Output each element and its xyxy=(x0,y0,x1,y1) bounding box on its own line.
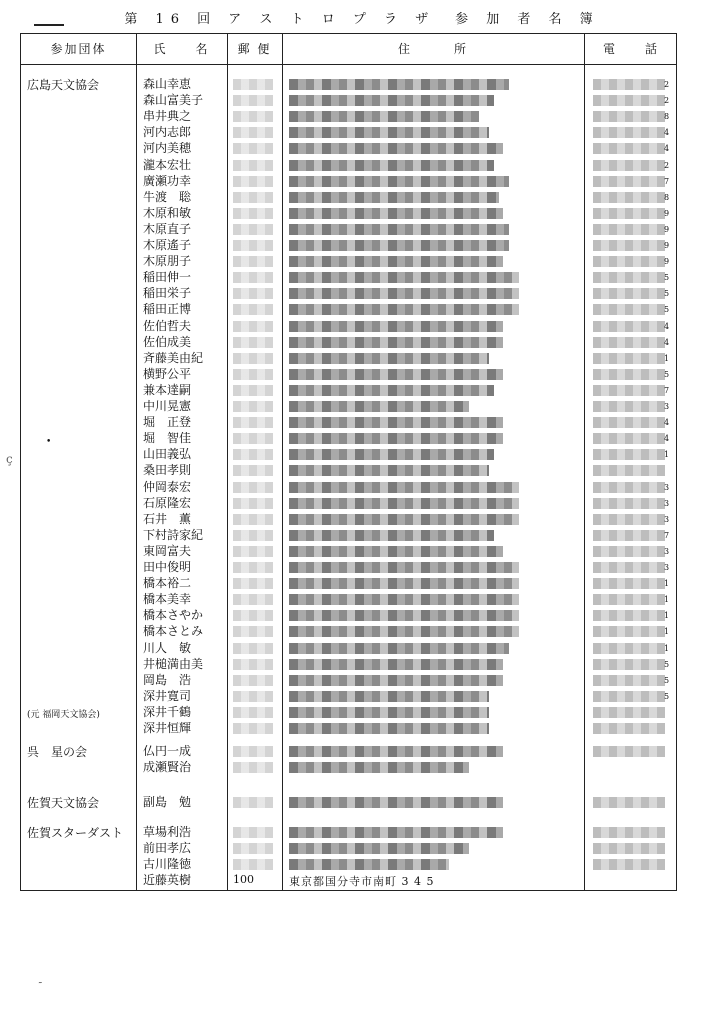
member-name: 石井 薫 xyxy=(143,512,192,526)
redacted-address xyxy=(289,578,519,589)
member-name: 木原和敏 xyxy=(143,206,192,220)
table-header xyxy=(21,34,676,65)
column-divider xyxy=(282,34,283,890)
redacted-postal xyxy=(233,288,273,299)
header-name: 氏 名 xyxy=(153,42,210,56)
redacted-phone xyxy=(593,160,665,171)
redacted-phone xyxy=(593,859,665,870)
member-name: 佐伯哲夫 xyxy=(143,319,192,333)
redacted-phone xyxy=(593,746,665,757)
redacted-address xyxy=(289,843,469,854)
redacted-phone xyxy=(593,562,665,573)
redacted-phone xyxy=(593,643,665,654)
redacted-postal xyxy=(233,578,273,589)
redacted-phone xyxy=(593,321,665,332)
member-name: 井槌満由美 xyxy=(143,657,204,671)
phone-digit: 1 xyxy=(664,644,670,653)
phone-digit: 3 xyxy=(664,402,670,411)
redacted-address xyxy=(289,95,494,106)
member-name: 橋本さやか xyxy=(143,608,204,622)
redacted-address xyxy=(289,176,509,187)
phone-digit: 4 xyxy=(664,144,670,153)
phone-digit: 8 xyxy=(664,193,670,202)
redacted-postal xyxy=(233,465,273,476)
redacted-postal xyxy=(233,610,273,621)
redacted-address xyxy=(289,827,503,838)
redacted-address xyxy=(289,240,509,251)
redacted-phone xyxy=(593,626,665,637)
phone-digit: 5 xyxy=(664,273,670,282)
group-note: (元 福岡天文協会) xyxy=(27,710,100,720)
redacted-postal xyxy=(233,143,273,154)
redacted-address xyxy=(289,385,494,396)
redacted-address xyxy=(289,417,503,428)
phone-digit: 9 xyxy=(664,209,670,218)
redacted-phone xyxy=(593,272,665,283)
member-name: 瀧本宏壮 xyxy=(143,158,192,172)
member-name: 副島 勉 xyxy=(143,795,192,809)
redacted-phone xyxy=(593,482,665,493)
member-name: 下村詩家紀 xyxy=(143,528,204,542)
redacted-postal xyxy=(233,746,273,757)
phone-digit: 2 xyxy=(664,96,670,105)
redacted-phone xyxy=(593,449,665,460)
redacted-phone xyxy=(593,192,665,203)
column-divider xyxy=(584,34,585,890)
redacted-postal xyxy=(233,385,273,396)
page-title: 第 16 回 ア ス ト ロ プ ラ ザ 参 加 者 名 簿 xyxy=(124,12,600,27)
phone-digit: 5 xyxy=(664,692,670,701)
header-address: 住 所 xyxy=(397,42,468,56)
redacted-phone xyxy=(593,337,665,348)
member-name: 横野公平 xyxy=(143,367,192,381)
redacted-address xyxy=(289,530,494,541)
redacted-postal xyxy=(233,498,273,509)
redacted-phone xyxy=(593,127,665,138)
redacted-phone xyxy=(593,723,665,734)
redacted-phone xyxy=(593,659,665,670)
redacted-postal xyxy=(233,449,273,460)
redacted-postal xyxy=(233,321,273,332)
redacted-postal xyxy=(233,675,273,686)
redacted-phone xyxy=(593,465,665,476)
redacted-postal xyxy=(233,256,273,267)
redacted-phone xyxy=(593,304,665,315)
phone-digit: 2 xyxy=(664,80,670,89)
member-name: 串井典之 xyxy=(143,109,192,123)
redacted-postal xyxy=(233,127,273,138)
redacted-phone xyxy=(593,594,665,605)
redacted-phone xyxy=(593,530,665,541)
redacted-postal xyxy=(233,192,273,203)
phone-digit: 3 xyxy=(664,483,670,492)
stray-mark: ˜ xyxy=(38,982,43,992)
redacted-address xyxy=(289,449,494,460)
member-name: 中川晃憲 xyxy=(143,399,192,413)
redacted-address xyxy=(289,111,479,122)
redacted-phone xyxy=(593,498,665,509)
member-name: 仲岡泰宏 xyxy=(143,480,192,494)
phone-digit: 4 xyxy=(664,128,670,137)
redacted-postal xyxy=(233,111,273,122)
participant-table xyxy=(20,33,677,891)
phone-digit: 4 xyxy=(664,322,670,331)
member-name: 斉藤美由紀 xyxy=(143,351,204,365)
header-postal: 郵 便 xyxy=(237,42,272,56)
redacted-address xyxy=(289,723,489,734)
redacted-phone xyxy=(593,827,665,838)
redacted-address xyxy=(289,304,519,315)
member-name: 東岡富夫 xyxy=(143,544,192,558)
redacted-phone xyxy=(593,79,665,90)
redacted-postal xyxy=(233,482,273,493)
member-name: 橋本裕二 xyxy=(143,576,192,590)
member-name: 森山幸恵 xyxy=(143,77,192,91)
redacted-address xyxy=(289,353,489,364)
phone-digit: 7 xyxy=(664,386,670,395)
member-name: 橋本美幸 xyxy=(143,592,192,606)
member-name: 兼本達嗣 xyxy=(143,383,192,397)
redacted-postal xyxy=(233,514,273,525)
redacted-postal xyxy=(233,562,273,573)
redacted-phone xyxy=(593,353,665,364)
postal-code: 100 xyxy=(233,873,254,886)
redacted-phone xyxy=(593,433,665,444)
phone-digit: 1 xyxy=(664,611,670,620)
member-name: 石原隆宏 xyxy=(143,496,192,510)
redacted-phone xyxy=(593,176,665,187)
phone-digit: 9 xyxy=(664,257,670,266)
redacted-address xyxy=(289,707,489,718)
redacted-phone xyxy=(593,143,665,154)
redacted-phone xyxy=(593,208,665,219)
redacted-postal xyxy=(233,272,273,283)
member-name: 川人 敏 xyxy=(143,641,192,655)
redacted-address xyxy=(289,465,489,476)
member-name: 近藤英樹 xyxy=(143,873,192,887)
redacted-postal xyxy=(233,594,273,605)
phone-digit: 3 xyxy=(664,499,670,508)
header-group: 参加団体 xyxy=(50,42,107,56)
redacted-address xyxy=(289,256,503,267)
redacted-postal xyxy=(233,797,273,808)
member-name: 堀 智佳 xyxy=(143,431,192,445)
member-name: 木原遙子 xyxy=(143,238,192,252)
redacted-address xyxy=(289,288,519,299)
member-name: 草場利浩 xyxy=(143,825,192,839)
member-name: 稲田栄子 xyxy=(143,286,192,300)
redacted-postal xyxy=(233,304,273,315)
member-name: 桑田孝則 xyxy=(143,463,192,477)
redacted-postal xyxy=(233,827,273,838)
member-name: 橋本さとみ xyxy=(143,624,204,638)
member-name: 深井恒輝 xyxy=(143,721,192,735)
address-text: 東京都国分寺市南町 3 4 5 xyxy=(289,875,435,888)
redacted-phone xyxy=(593,401,665,412)
phone-digit: 5 xyxy=(664,370,670,379)
phone-digit: 1 xyxy=(664,595,670,604)
redacted-postal xyxy=(233,762,273,773)
redacted-postal xyxy=(233,79,273,90)
redacted-phone xyxy=(593,288,665,299)
redacted-phone xyxy=(593,417,665,428)
phone-digit: 7 xyxy=(664,177,670,186)
redacted-address xyxy=(289,321,503,332)
group-name: 呉 星の会 xyxy=(27,745,88,759)
redacted-phone xyxy=(593,610,665,621)
redacted-address xyxy=(289,482,519,493)
column-divider xyxy=(227,34,228,890)
phone-digit: 5 xyxy=(664,660,670,669)
phone-digit: 1 xyxy=(664,354,670,363)
phone-digit: 4 xyxy=(664,434,670,443)
redacted-postal xyxy=(233,95,273,106)
redacted-postal xyxy=(233,401,273,412)
phone-digit: 4 xyxy=(664,418,670,427)
phone-digit: 5 xyxy=(664,289,670,298)
redacted-postal xyxy=(233,353,273,364)
phone-digit: 9 xyxy=(664,225,670,234)
redacted-address xyxy=(289,797,503,808)
member-name: 河内美穂 xyxy=(143,141,192,155)
redacted-address xyxy=(289,675,503,686)
redacted-phone xyxy=(593,95,665,106)
phone-digit: 5 xyxy=(664,676,670,685)
redacted-postal xyxy=(233,433,273,444)
member-name: 仏円一成 xyxy=(143,744,192,758)
member-name: 牛渡 聡 xyxy=(143,190,192,204)
redacted-postal xyxy=(233,843,273,854)
redacted-postal xyxy=(233,369,273,380)
phone-digit: 2 xyxy=(664,161,670,170)
phone-digit: 4 xyxy=(664,338,670,347)
member-name: 堀 正登 xyxy=(143,415,192,429)
redacted-address xyxy=(289,272,519,283)
redacted-address xyxy=(289,514,519,525)
redacted-postal xyxy=(233,337,273,348)
phone-digit: 1 xyxy=(664,450,670,459)
redacted-address xyxy=(289,224,509,235)
member-name: 山田義弘 xyxy=(143,447,192,461)
column-divider xyxy=(136,34,137,890)
redacted-phone xyxy=(593,797,665,808)
header-phone: 電 話 xyxy=(602,42,659,56)
redacted-postal xyxy=(233,546,273,557)
group-name: 佐賀天文協会 xyxy=(27,796,100,810)
phone-digit: 1 xyxy=(664,627,670,636)
redacted-phone xyxy=(593,707,665,718)
redacted-address xyxy=(289,859,449,870)
phone-digit: 8 xyxy=(664,112,670,121)
redacted-postal xyxy=(233,530,273,541)
member-name: 稲田正博 xyxy=(143,302,192,316)
redacted-postal xyxy=(233,626,273,637)
member-name: 田中俊明 xyxy=(143,560,192,574)
member-name: 岡島 浩 xyxy=(143,673,192,687)
redacted-phone xyxy=(593,514,665,525)
redacted-address xyxy=(289,433,503,444)
redacted-address xyxy=(289,691,489,702)
redacted-postal xyxy=(233,707,273,718)
group-name: 佐賀スターダスト xyxy=(27,826,124,840)
redacted-address xyxy=(289,143,503,154)
member-name: 佐伯成美 xyxy=(143,335,192,349)
redacted-address xyxy=(289,626,519,637)
redacted-address xyxy=(289,762,469,773)
phone-digit: 5 xyxy=(664,305,670,314)
phone-digit: 1 xyxy=(664,579,670,588)
member-name: 木原直子 xyxy=(143,222,192,236)
redacted-address xyxy=(289,401,469,412)
stray-mark: ç xyxy=(6,452,13,466)
redacted-phone xyxy=(593,369,665,380)
redacted-postal xyxy=(233,224,273,235)
redacted-postal xyxy=(233,659,273,670)
redacted-phone xyxy=(593,256,665,267)
redacted-address xyxy=(289,79,509,90)
redacted-postal xyxy=(233,723,273,734)
redacted-address xyxy=(289,369,503,380)
redacted-address xyxy=(289,562,519,573)
redacted-address xyxy=(289,192,499,203)
redacted-phone xyxy=(593,546,665,557)
redacted-postal xyxy=(233,643,273,654)
phone-digit: 7 xyxy=(664,531,670,540)
redacted-address xyxy=(289,659,503,670)
stray-mark: • xyxy=(46,437,52,447)
member-name: 河内志郎 xyxy=(143,125,192,139)
redacted-address xyxy=(289,160,494,171)
redacted-postal xyxy=(233,859,273,870)
redacted-phone xyxy=(593,691,665,702)
group-name: 広島天文協会 xyxy=(27,78,100,92)
redacted-postal xyxy=(233,691,273,702)
redacted-address xyxy=(289,127,489,138)
redacted-address xyxy=(289,643,509,654)
member-name: 廣瀬功幸 xyxy=(143,174,192,188)
member-name: 成瀬賢治 xyxy=(143,760,192,774)
redacted-phone xyxy=(593,675,665,686)
redacted-postal xyxy=(233,417,273,428)
member-name: 森山富美子 xyxy=(143,93,204,107)
redacted-phone xyxy=(593,224,665,235)
redacted-phone xyxy=(593,111,665,122)
phone-digit: 3 xyxy=(664,547,670,556)
member-name: 前田孝広 xyxy=(143,841,192,855)
member-name: 深井寛司 xyxy=(143,689,192,703)
redacted-address xyxy=(289,610,519,621)
phone-digit: 9 xyxy=(664,241,670,250)
member-name: 稲田伸一 xyxy=(143,270,192,284)
pen-mark xyxy=(34,24,64,26)
redacted-address xyxy=(289,337,503,348)
phone-digit: 3 xyxy=(664,515,670,524)
redacted-phone xyxy=(593,843,665,854)
redacted-phone xyxy=(593,240,665,251)
member-name: 古川隆徳 xyxy=(143,857,192,871)
redacted-phone xyxy=(593,578,665,589)
redacted-postal xyxy=(233,176,273,187)
redacted-address xyxy=(289,546,503,557)
redacted-postal xyxy=(233,240,273,251)
redacted-address xyxy=(289,498,519,509)
member-name: 深井千鶴 xyxy=(143,705,192,719)
member-name: 木原朋子 xyxy=(143,254,192,268)
redacted-address xyxy=(289,594,519,605)
redacted-postal xyxy=(233,160,273,171)
redacted-address xyxy=(289,208,503,219)
phone-digit: 3 xyxy=(664,563,670,572)
redacted-address xyxy=(289,746,503,757)
redacted-phone xyxy=(593,385,665,396)
redacted-postal xyxy=(233,208,273,219)
